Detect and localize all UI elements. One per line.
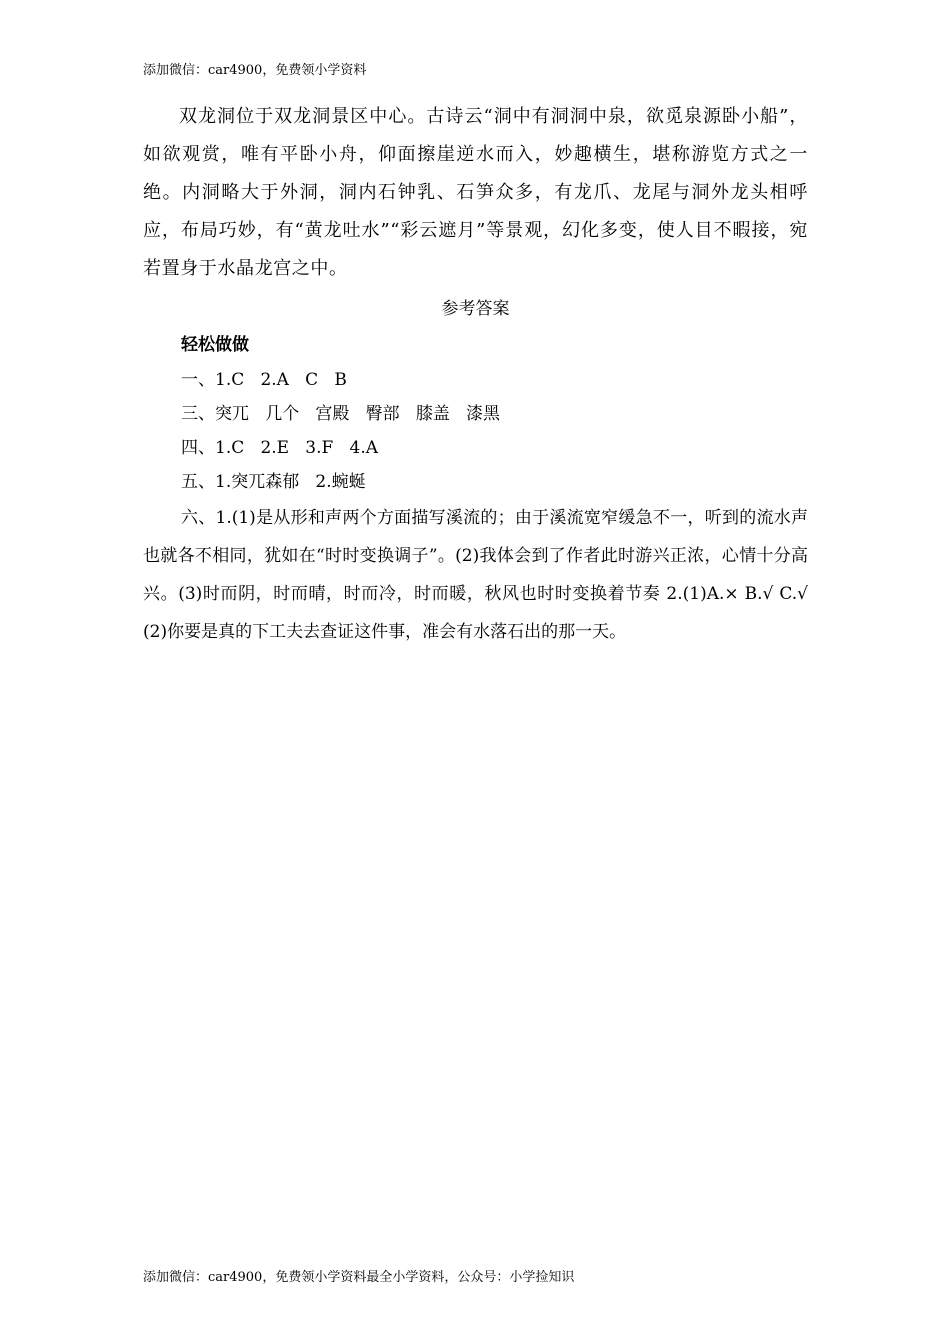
page-content (143, 98, 808, 651)
header-note: 添加微信：car4900，免费领小学资料 (143, 63, 367, 78)
answer-line-5: 五、1.突兀森郁 2.蜿蜒 (181, 472, 366, 492)
answer-paragraph-6: 六、1.(1)是从形和声两个方面描写溪流的；由于溪流宽窄缓急不一，听到的流水声也就各不相同，犹如在“时时变换调子”。(2)我体会到了作者此时游兴正浓，心情十分高兴。(3)时而阴，时而晴，时而冷，时而暖，秋风也时时变换着节奏 2.(1)A.× B.√ C.√ (2)你要是真的下工夫去查证这件事，准会有水落石出的那一天。 (143, 508, 808, 642)
answer-line-4: 四、1.C 2.E 3.F 4.A (181, 438, 379, 458)
reading-passage: 双龙洞位于双龙洞景区中心。古诗云“洞中有洞洞中泉，欲觅泉源卧小船”，如欲观赏，唯有平卧小舟，仰面擦崖逆水而入，妙趣横生，堪称游览方式之一绝。内洞略大于外洞，洞内石钟乳、石笋众多，有龙爪、龙尾与洞外龙头相呼应，布局巧妙，有“黄龙吐水”“彩云遮月”等景观，幻化多变，使人目不暇接，宛若置身于水晶龙宫之中。 (143, 106, 808, 279)
answer-line-3: 三、突兀 几个 宫殿 臀部 膝盖 漆黑 (181, 404, 501, 424)
footer-note: 添加微信：car4900，免费领小学资料最全小学资料，公众号：小学捡知识 (143, 1270, 575, 1285)
section-title: 轻松做做 (181, 335, 249, 355)
answer-line-1: 一、1.C 2.A C B (181, 370, 347, 390)
answer-key-title: 参考答案 (441, 299, 510, 319)
